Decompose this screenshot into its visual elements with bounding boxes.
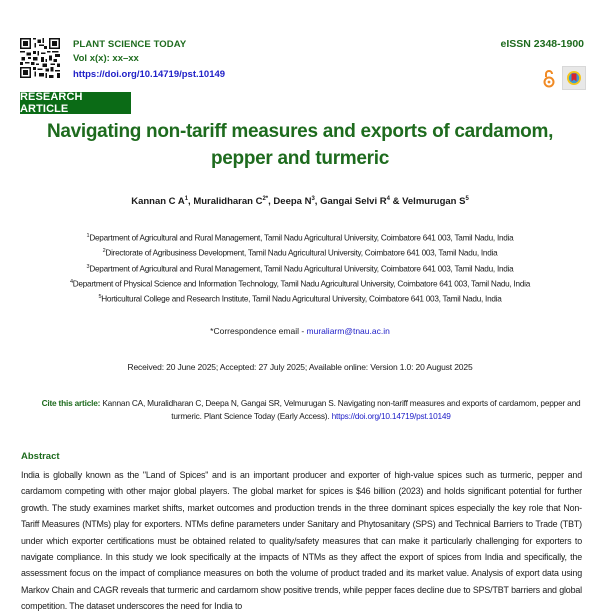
badges: [543, 66, 586, 90]
affiliation: $^5$Horticultural College and Research Institute, Tamil Nadu Agricultural University, Coimbatore 641 003, Tamil Nadu, India: [98, 294, 502, 305]
abstract-text: India is globally known as the "Land of Spices" and is an important producer and exporter of high-value spices such as turmeric, pepper and cardamom competing with other major global players. The global market for spices is $46 billion (2023) and holds significant potential for further growth. The study examines market shifts, market outcomes and production trends in the three dominant spices especially the key role that Non-Tariff Measures (NTMs) play for exporters. NTMs define parameters under Sanitary and Phytosanitary (SPS) and Technical Barriers to Trade (TBT) under which exporter certifications must be obtained related to quality/safety measures that can make it particularly challenging for exporters to navigate compliance. In this study we look specifically at the impacts of NTMs as they affect the export of spices from India and specifically, the assessment focus on the impact of compliance measures on both the volume of product traded and its market value. Analysis of export data using Markov Chain and CAGR reveals that turmeric and cardamom show positive trends, while pepper faces decline due to SPS/TBT barriers and global competition. The dataset underscores the need for India to: [21, 470, 582, 612]
crossmark-button[interactable]: [562, 66, 586, 90]
journal-volume: Vol x(x): xx–xx: [73, 53, 139, 64]
crossmark-icon: [566, 70, 582, 86]
affiliation: $^2$Directorate of Agribusiness Development, Tamil Nadu Agricultural University, Coimbatore 641 003, Tamil Nadu, India: [102, 248, 498, 259]
author: Muralidharan $C^{2*}$,: [193, 196, 274, 208]
journal-name: PLANT SCIENCE TODAY: [73, 39, 187, 50]
article-dates: Received: 20 June 2025; Accepted: 27 July 2025; Available online: Version 1.0: 20 August 2025: [127, 362, 473, 372]
abstract-heading: Abstract: [21, 451, 60, 462]
author: Kannan C $A^1$,: [131, 196, 194, 208]
correspondence-label: *Correspondence email -: [210, 326, 307, 336]
author: Velmurugan $S^5$: [402, 196, 469, 208]
correspondence-email-link[interactable]: muraliarm@tnau.ac.in: [306, 326, 390, 336]
author: Gangai Selvi $R^4$ &: [320, 196, 403, 208]
citation-doi-link[interactable]: https://doi.org/10.14719/pst.10149: [331, 411, 451, 421]
open-access-icon: [543, 69, 555, 88]
citation-text: Kannan CA, Muralidharan C, Deepa N, Gangai SR, Velmurugan S. Navigating non-tariff measures and exports of cardamom, pepper and turmeric. Plant Science Today (Early Access).: [100, 398, 581, 421]
affiliations: [0, 230, 600, 307]
affiliation: $^4$Department of Physical Science and Information Technology, Tamil Nadu Agricultural University, Coimbatore 641 003, Tamil Nadu, India: [69, 278, 531, 289]
journal-info: [73, 38, 225, 82]
author-list: [0, 196, 600, 207]
journal-doi-link[interactable]: https://doi.org/10.14719/pst.10149: [73, 69, 226, 80]
article-type-badge: RESEARCH ARTICLE: [20, 92, 131, 114]
eissn: eISSN 2348-1900: [500, 38, 584, 50]
citation-label: Cite this article:: [41, 398, 101, 408]
author: Deepa $N^3$,: [273, 196, 321, 208]
citation: [40, 397, 582, 423]
qr-code-icon[interactable]: [20, 36, 60, 80]
correspondence: [0, 326, 600, 336]
affiliation: $^3$Department of Agricultural and Rural Management, Tamil Nadu Agricultural University, Coimbatore 641 003, Tamil Nadu, India: [86, 263, 514, 274]
article-title: Navigating non-tariff measures and exports of cardamom, pepper and turmeric: [46, 121, 554, 169]
affiliation: $^1$Department of Agricultural and Rural Management, Tamil Nadu Agricultural University, Coimbatore 641 003, Tamil Nadu, India: [86, 233, 514, 243]
